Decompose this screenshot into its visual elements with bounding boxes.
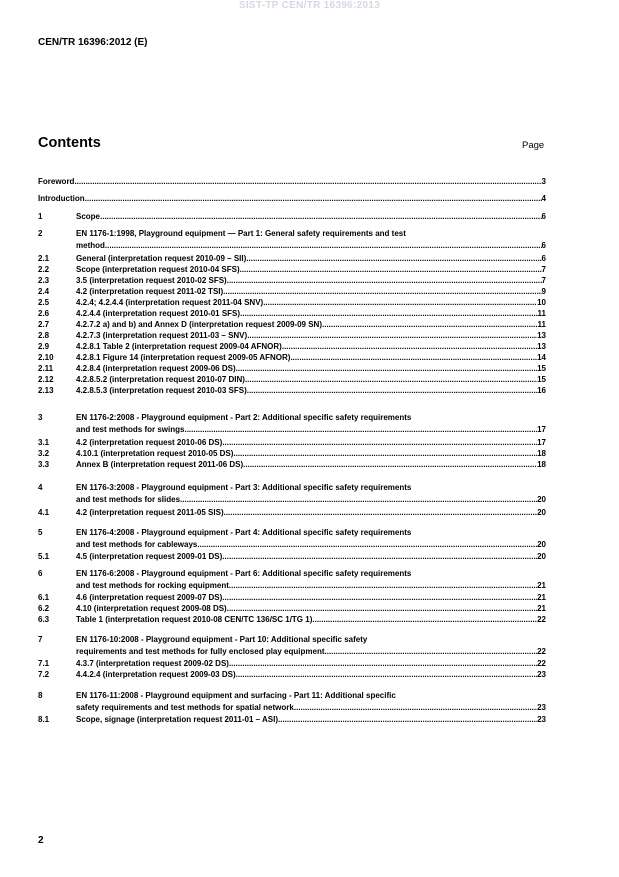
toc-entry[interactable] [38, 539, 546, 550]
toc-entry-title: 4.10.1 (interpretation request 2010-05 DS) [76, 449, 234, 458]
toc-entry[interactable] [38, 646, 546, 657]
toc-entry-title: safety requirements and test methods for spatial network [76, 703, 294, 712]
toc-dot-leader [180, 494, 537, 505]
toc-entry-title: method [76, 241, 105, 250]
toc-dot-leader [222, 551, 537, 562]
toc-entry-number: 8.1 [38, 715, 50, 724]
toc-entry-page: 15 [537, 375, 546, 384]
toc-entry[interactable] [38, 690, 546, 701]
toc-entry[interactable] [38, 603, 546, 614]
page-column-label: Page [522, 140, 545, 151]
toc-entry[interactable] [38, 551, 546, 562]
toc-entry[interactable] [38, 319, 546, 330]
toc-entry-page: 23 [537, 703, 546, 712]
toc-entry-page: 13 [537, 342, 546, 351]
toc-entry-number: 2.5 [38, 298, 50, 307]
toc-dot-leader [197, 539, 537, 550]
toc-entry-number: 2.12 [38, 375, 54, 384]
toc-entry[interactable] [38, 211, 546, 222]
toc-entry[interactable] [38, 264, 546, 275]
toc-entry-title: EN 1176-3:2008 - Playground equipment - Part 3: Additional specific safety requirements [76, 483, 412, 492]
toc-entry-page: 9 [541, 287, 546, 296]
toc-dot-leader [236, 363, 537, 374]
toc-entry-number: 3.3 [38, 460, 50, 469]
toc-entry-page: 11 [537, 320, 546, 329]
toc-entry-title: requirements and test methods for fully enclosed play equipment [76, 647, 325, 656]
toc-dot-leader [278, 714, 537, 725]
toc-entry[interactable] [38, 286, 546, 297]
toc-entry-title: Scope (interpretation request 2010-04 SFS) [76, 265, 240, 274]
toc-entry-title: EN 1176-11:2008 - Playground equipment and surfacing - Part 11: Additional specific [76, 691, 396, 700]
toc-entry-number: 6.3 [38, 615, 50, 624]
toc-entry[interactable] [38, 527, 546, 538]
toc-entry-number: 2.6 [38, 309, 50, 318]
toc-entry[interactable] [38, 308, 546, 319]
toc-entry-number: 1 [38, 212, 43, 221]
toc-entry-title: EN 1176-6:2008 - Playground equipment - Part 6: Additional specific safety requirements [76, 569, 412, 578]
toc-entry-title: General (interpretation request 2010-09 – SII) [76, 254, 247, 263]
toc-entry-title: and test methods for rocking equipment [76, 581, 229, 590]
toc-entry-page: 20 [537, 495, 546, 504]
toc-entry-page: 16 [537, 386, 546, 395]
toc-entry-number: 3 [38, 413, 43, 422]
toc-entry-page: 22 [537, 659, 546, 668]
toc-entry[interactable] [38, 614, 546, 625]
toc-entry[interactable] [38, 275, 546, 286]
toc-entry-page: 18 [537, 449, 546, 458]
toc-entry-title: and test methods for slides [76, 495, 181, 504]
toc-entry[interactable] [38, 253, 546, 264]
toc-dot-leader [229, 658, 537, 669]
toc-entry-page: 17 [537, 425, 546, 434]
toc-entry[interactable] [38, 507, 546, 518]
toc-entry-title: 4.2.8.5.2 (interpretation request 2010-07 DIN) [76, 375, 245, 384]
toc-entry-title: Introduction [38, 194, 85, 203]
toc-entry[interactable] [38, 592, 546, 603]
toc-entry-title: Annex B (interpretation request 2011-06 DS) [76, 460, 244, 469]
toc-entry-page: 20 [537, 508, 546, 517]
toc-dot-leader [240, 308, 537, 319]
toc-entry-number: 4 [38, 483, 43, 492]
toc-entry-page: 6 [541, 212, 546, 221]
toc-dot-leader [222, 592, 537, 603]
toc-entry-title: Foreword [38, 177, 75, 186]
toc-entry-number: 3.2 [38, 449, 50, 458]
toc-entry-title: 4.2.8.1 Table 2 (interpretation request 2009-04 AFNOR) [76, 342, 282, 351]
toc-entry[interactable] [38, 424, 546, 435]
toc-entry[interactable] [38, 714, 546, 725]
toc-entry-number: 7.2 [38, 670, 50, 679]
toc-entry-number: 2.11 [38, 364, 54, 373]
toc-entry[interactable] [38, 228, 546, 239]
toc-entry-number: 2.8 [38, 331, 50, 340]
toc-entry-page: 22 [537, 615, 546, 624]
toc-entry-page: 23 [537, 670, 546, 679]
toc-dot-leader [247, 330, 537, 341]
toc-entry[interactable] [38, 459, 546, 470]
watermark: SIST-TP CEN/TR 16396:2013 [238, 0, 381, 11]
toc-entry[interactable] [38, 702, 546, 713]
contents-heading: Contents [38, 135, 101, 151]
toc-entry[interactable] [38, 363, 546, 374]
toc-entry-page: 6 [541, 241, 546, 250]
toc-entry[interactable] [38, 341, 546, 352]
toc-entry-number: 2.7 [38, 320, 50, 329]
toc-dot-leader [105, 240, 542, 251]
toc-entry-title: EN 1176-1:1998, Playground equipment — Part 1: General safety requirements and test [76, 229, 406, 238]
toc-entry-page: 7 [541, 265, 546, 274]
toc-dot-leader [100, 211, 542, 222]
toc-entry-page: 13 [537, 331, 546, 340]
toc-entry-title: Scope [76, 212, 101, 221]
toc-entry-number: 5.1 [38, 552, 50, 561]
toc-dot-leader [233, 448, 537, 459]
toc-entry[interactable] [38, 494, 546, 505]
toc-entry-title: EN 1176-4:2008 - Playground equipment - Part 4: Additional specific safety requirements [76, 528, 412, 537]
toc-entry-title: 4.2.4; 4.2.4.4 (interpretation request 2011-04 SNV) [76, 298, 264, 307]
toc-dot-leader [236, 669, 537, 680]
toc-entry-page: 18 [537, 460, 546, 469]
toc-entry-page: 14 [537, 353, 546, 362]
toc-entry-page: 23 [537, 715, 546, 724]
toc-entry-number: 6 [38, 569, 43, 578]
toc-dot-leader [240, 264, 542, 275]
toc-dot-leader [184, 424, 537, 435]
page-number: 2 [38, 835, 44, 846]
toc-entry-number: 6.1 [38, 593, 50, 602]
toc-entry-title: EN 1176-2:2008 - Playground equipment - Part 2: Additional specific safety requirements [76, 413, 412, 422]
toc-dot-leader [290, 352, 537, 363]
toc-entry-number: 4.1 [38, 508, 50, 517]
toc-dot-leader [325, 646, 538, 657]
toc-entry-page: 20 [537, 540, 546, 549]
toc-dot-leader [294, 702, 537, 713]
toc-entry[interactable] [38, 580, 546, 591]
toc-entry-page: 20 [537, 552, 546, 561]
toc-entry-page: 7 [541, 276, 546, 285]
toc-entry[interactable] [38, 193, 546, 204]
toc-entry-number: 8 [38, 691, 43, 700]
toc-entry-number: 2.10 [38, 353, 54, 362]
toc-entry-title: 4.2.8.1 Figure 14 (interpretation request 2009-05 AFNOR) [76, 353, 291, 362]
toc-entry-page: 11 [537, 309, 546, 318]
toc-entry-title: 4.2 (interpretation request 2011-02 TSI) [76, 287, 224, 296]
toc-entry-title: 4.3.7 (interpretation request 2009-02 DS) [76, 659, 229, 668]
toc-entry-title: and test methods for swings [76, 425, 185, 434]
toc-entry-title: and test methods for cableways [76, 540, 198, 549]
toc-entry-title: 4.2.8.5.3 (interpretation request 2010-03 SFS) [76, 386, 247, 395]
toc-dot-leader [227, 275, 542, 286]
toc-entry-title: 4.2 (interpretation request 2011-05 SIS) [76, 508, 224, 517]
toc-entry-title: 4.5 (interpretation request 2009-01 DS) [76, 552, 223, 561]
toc-entry-title: 4.2.7.2 a) and b) and Annex D (interpretation request 2009-09 SN) [76, 320, 322, 329]
toc-entry[interactable] [38, 448, 546, 459]
toc-entry[interactable] [38, 437, 546, 448]
toc-entry-number: 2.2 [38, 265, 50, 274]
toc-entry[interactable] [38, 658, 546, 669]
toc-entry-title: 4.10 (interpretation request 2009-08 DS) [76, 604, 227, 613]
toc-entry-title: 4.4.2.4 (interpretation request 2009-03 DS) [76, 670, 236, 679]
toc-dot-leader [223, 286, 541, 297]
toc-dot-leader [224, 507, 537, 518]
toc-entry-number: 2.13 [38, 386, 54, 395]
toc-entry-page: 15 [537, 364, 546, 373]
toc-entry-page: 21 [537, 593, 546, 602]
toc-entry-number: 2 [38, 229, 43, 238]
toc-entry[interactable] [38, 297, 546, 308]
toc-entry[interactable] [38, 634, 546, 645]
toc-dot-leader [263, 297, 537, 308]
document-id: CEN/TR 16396:2012 (E) [38, 37, 148, 48]
toc-dot-leader [222, 437, 537, 448]
toc-dot-leader [229, 580, 537, 591]
toc-entry[interactable] [38, 482, 546, 493]
toc-entry-page: 21 [537, 581, 546, 590]
toc-entry-number: 2.4 [38, 287, 50, 296]
toc-entry-page: 3 [541, 177, 546, 186]
toc-entry-number: 2.1 [38, 254, 50, 263]
toc-entry[interactable] [38, 412, 546, 423]
toc-entry[interactable] [38, 568, 546, 579]
toc-entry-title: Table 1 (interpretation request 2010-08 CEN/TC 136/SC 1/TG 1) [76, 615, 313, 624]
toc-entry-title: EN 1176-10:2008 - Playground equipment - Part 10: Additional specific safety [76, 635, 368, 644]
toc-entry-number: 6.2 [38, 604, 50, 613]
toc-entry-page: 10 [537, 298, 546, 307]
toc-entry-page: 21 [537, 604, 546, 613]
toc-dot-leader [227, 603, 537, 614]
toc-dot-leader [247, 385, 537, 396]
toc-entry-page: 6 [541, 254, 546, 263]
toc-entry-number: 7.1 [38, 659, 50, 668]
toc-entry-page: 22 [537, 647, 546, 656]
toc-entry-title: 4.2.7.3 (interpretation request 2011-03 – SNV) [76, 331, 248, 340]
toc-entry-title: 4.2 (interpretation request 2010-06 DS) [76, 438, 223, 447]
toc-dot-leader [322, 319, 538, 330]
toc-dot-leader [312, 614, 537, 625]
toc-entry[interactable] [38, 374, 546, 385]
toc-dot-leader [74, 176, 541, 187]
toc-entry-title: 4.2.8.4 (interpretation request 2009-06 DS) [76, 364, 236, 373]
toc-dot-leader [243, 459, 537, 470]
toc-entry-title: Scope, signage (interpretation request 2011-01 – ASI) [76, 715, 278, 724]
toc-dot-leader [246, 253, 541, 264]
toc-dot-leader [85, 193, 542, 204]
toc-dot-leader [245, 374, 537, 385]
toc-entry[interactable] [38, 352, 546, 363]
toc-entry-title: 4.2.4.4 (interpretation request 2010-01 SFS) [76, 309, 241, 318]
toc-entry[interactable] [38, 669, 546, 680]
toc-entry-number: 7 [38, 635, 43, 644]
toc-entry-number: 3.1 [38, 438, 50, 447]
toc-entry-title: 4.6 (interpretation request 2009-07 DS) [76, 593, 223, 602]
toc-dot-leader [282, 341, 537, 352]
toc-entry[interactable] [38, 240, 546, 251]
toc-entry-number: 2.3 [38, 276, 50, 285]
toc-entry[interactable] [38, 385, 546, 396]
toc-entry-number: 2.9 [38, 342, 50, 351]
toc-entry[interactable] [38, 176, 546, 187]
toc-entry-number: 5 [38, 528, 43, 537]
toc-entry-page: 17 [537, 438, 546, 447]
toc-entry[interactable] [38, 330, 546, 341]
toc-entry-page: 4 [541, 194, 546, 203]
toc-entry-title: 3.5 (interpretation request 2010-02 SFS) [76, 276, 227, 285]
